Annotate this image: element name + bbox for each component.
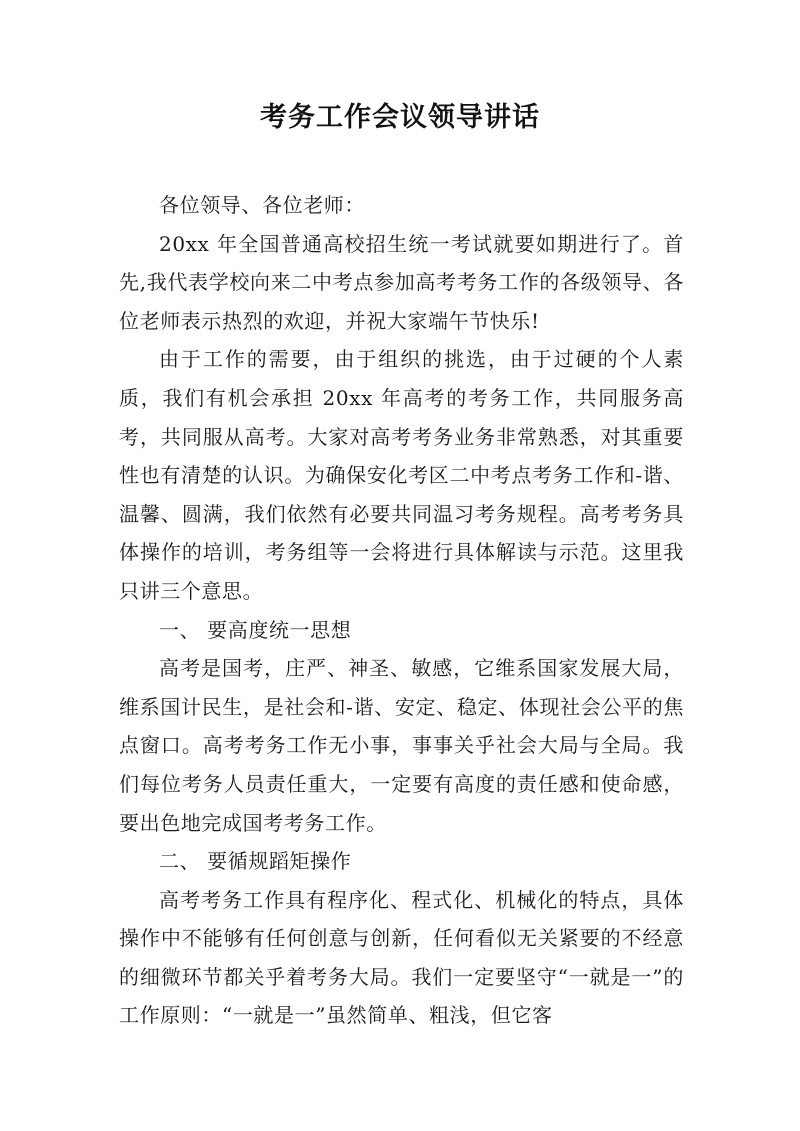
paragraph-welcome: 20xx 年全国普通高校招生统一考试就要如期进行了。首先,我代表学校向来二中考点参加高考考务工作的各级领导、各位老师表示热烈的欢迎，并祝大家端午节快乐! [119, 231, 684, 333]
section-heading-1: 一、 要高度统一思想 [159, 617, 352, 642]
document-body [119, 186, 684, 1035]
section-text-2: 高考考务工作具有程序化、程式化、机械化的特点，具体操作中不能够有任何创意与创新，任何看似无关紧要的不经意的细微环节都关乎着考务大局。我们一定要坚守“一就是一”的工作原则：“一就是一”虽然简单、粗浅，但它客 [119, 887, 684, 1028]
document-title: 考务工作会议领导讲话 [260, 102, 540, 133]
paragraph-intro: 由于工作的需要，由于组织的挑选，由于过硬的个人素质，我们有机会承担 20xx 年高考的考务工作，共同服务高考，共同服从高考。大家对高考考务业务非常熟悉，对其重要性也有清楚的认识。为确保安化考区二中考点考务工作和-谐、温馨、圆满，我们依然有必要共同温习考务规程。高考考务具体操作的培训，考务组等一会将进行具体解读与示范。这里我只讲三个意思。 [119, 347, 684, 603]
salutation: 各位领导、各位老师： [159, 193, 365, 217]
section-text-1: 高考是国考，庄严、神圣、敏感，它维系国家发展大局，维系国计民生，是社会和-谐、安定、稳定、体现社会公平的焦点窗口。高考考务工作无小事，事事关乎社会大局与全局。我们每位考务人员责任重大，一定要有高度的责任感和使命感，要出色地完成国考考务工作。 [119, 656, 684, 835]
section-heading-2: 二、 要循规蹈矩操作 [159, 849, 352, 874]
